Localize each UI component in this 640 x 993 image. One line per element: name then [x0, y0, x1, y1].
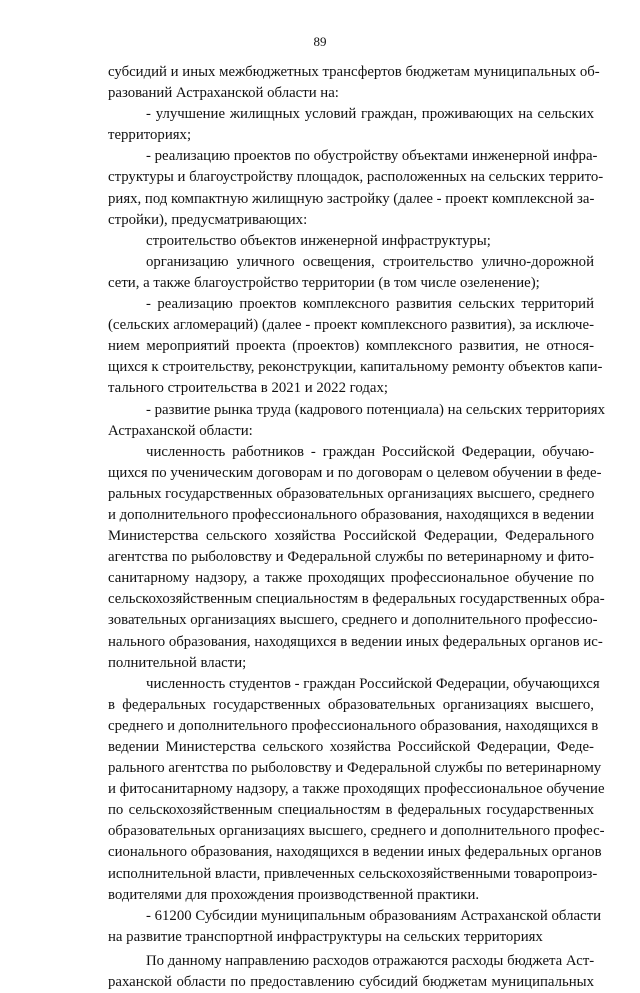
text-line: - реализацию проектов комплексного развития сельских территорий: [146, 296, 594, 313]
text-line: нального образования, находящихся в ведении иных федеральных органов ис-: [108, 633, 603, 650]
text-line: субсидий и иных межбюджетных трансфертов бюджетам муниципальных об-: [108, 64, 600, 80]
text-line: рального агентства по рыболовству и Федеральной службы по ветеринарному: [108, 760, 602, 777]
text-line: среднего и дополнительного профессионального образования, находящихся в: [108, 717, 599, 734]
text-line: зовательных организациях высшего, среднего и дополнительного профессио-: [108, 612, 598, 629]
text-line: - реализацию проектов по обустройству объектами инженерной инфра-: [146, 148, 598, 165]
text-line: санитарному надзору, а также проходящих профессиональное обучение по: [108, 570, 594, 587]
text-line: полнительной власти;: [108, 654, 247, 671]
text-line: в федеральных государственных образовательных организациях высшего,: [108, 696, 594, 713]
text-line: численность работников - граждан Российской Федерации, обучаю-: [146, 443, 594, 460]
text-line: сети, а также благоустройство территории (в том числе озеленение);: [108, 274, 540, 291]
text-line: Астраханской области:: [108, 422, 253, 439]
text-line: раханской области по предоставлению субсидий бюджетам муниципальных: [108, 974, 594, 991]
text-line: тального строительства в 2021 и 2022 годах;: [108, 380, 388, 397]
text-line: сельскохозяйственным специальностям в федеральных государственных обра-: [108, 591, 605, 608]
text-line: по сельскохозяйственным специальностям в федеральных государственных: [108, 802, 594, 819]
text-line: По данному направлению расходов отражаются расходы бюджета Аст-: [146, 952, 595, 969]
text-line: на развитие транспортной инфраструктуры на сельских территориях: [108, 928, 543, 945]
text-line: стройки), предусматривающих:: [108, 211, 308, 228]
text-line: разований Астраханской области на:: [108, 85, 339, 102]
text-line: исполнительной власти, привлеченных сельскохозяйственными товаропроиз-: [108, 865, 598, 882]
text-line: Министерства сельского хозяйства Российской Федерации, Федерального: [108, 528, 594, 545]
text-line: образовательных организациях высшего, среднего и дополнительного профес-: [108, 823, 605, 840]
text-line: (сельских агломераций) (далее - проект комплексного развития), за исключе-: [108, 317, 594, 334]
text-line: структуры и благоустройству площадок, расположенных на сельских террито-: [108, 169, 604, 186]
text-line: риях, под компактную жилищную застройку (далее - проект комплексной за-: [108, 190, 595, 207]
text-line: ральных государственных образовательных организациях высшего, среднего: [108, 485, 595, 502]
document-body: [108, 62, 605, 993]
text-line: - улучшение жилищных условий граждан, проживающих на сельских: [146, 106, 594, 123]
text-line: агентства по рыболовству и Федеральной службы по ветеринарному и фито-: [108, 549, 594, 566]
text-line: численность студентов - граждан Российской Федерации, обучающихся: [146, 675, 600, 692]
text-line: строительство объектов инженерной инфраструктуры;: [146, 232, 491, 249]
page-number: 89: [313, 34, 327, 49]
text-line: организацию уличного освещения, строительство улично-дорожной: [146, 253, 594, 270]
text-line: и фитосанитарному надзору, а также проходящих профессиональное обучение: [108, 781, 605, 798]
text-line: - развитие рынка труда (кадрового потенциала) на сельских территориях: [146, 401, 605, 418]
text-line: - 61200 Субсидии муниципальным образованиям Астраханской области: [146, 907, 601, 924]
text-line: территориях;: [108, 127, 192, 144]
text-line: ведении Министерства сельского хозяйства Российской Федерации, Феде-: [108, 739, 594, 755]
text-line: водителями для прохождения производственной практики.: [108, 886, 480, 903]
text-line: и дополнительного профессионального образования, находящихся в ведении: [108, 506, 594, 523]
text-line: щихся к строительству, реконструкции, капитальному ремонту объектов капи-: [108, 359, 603, 376]
text-line: щихся по ученическим договорам и по договорам о целевом обучении в феде-: [108, 464, 602, 481]
text-line: сионального образования, находящихся в ведении иных федеральных органов: [108, 844, 602, 861]
text-line: нием мероприятий проекта (проектов) комплексного развития, не относя-: [108, 338, 594, 355]
